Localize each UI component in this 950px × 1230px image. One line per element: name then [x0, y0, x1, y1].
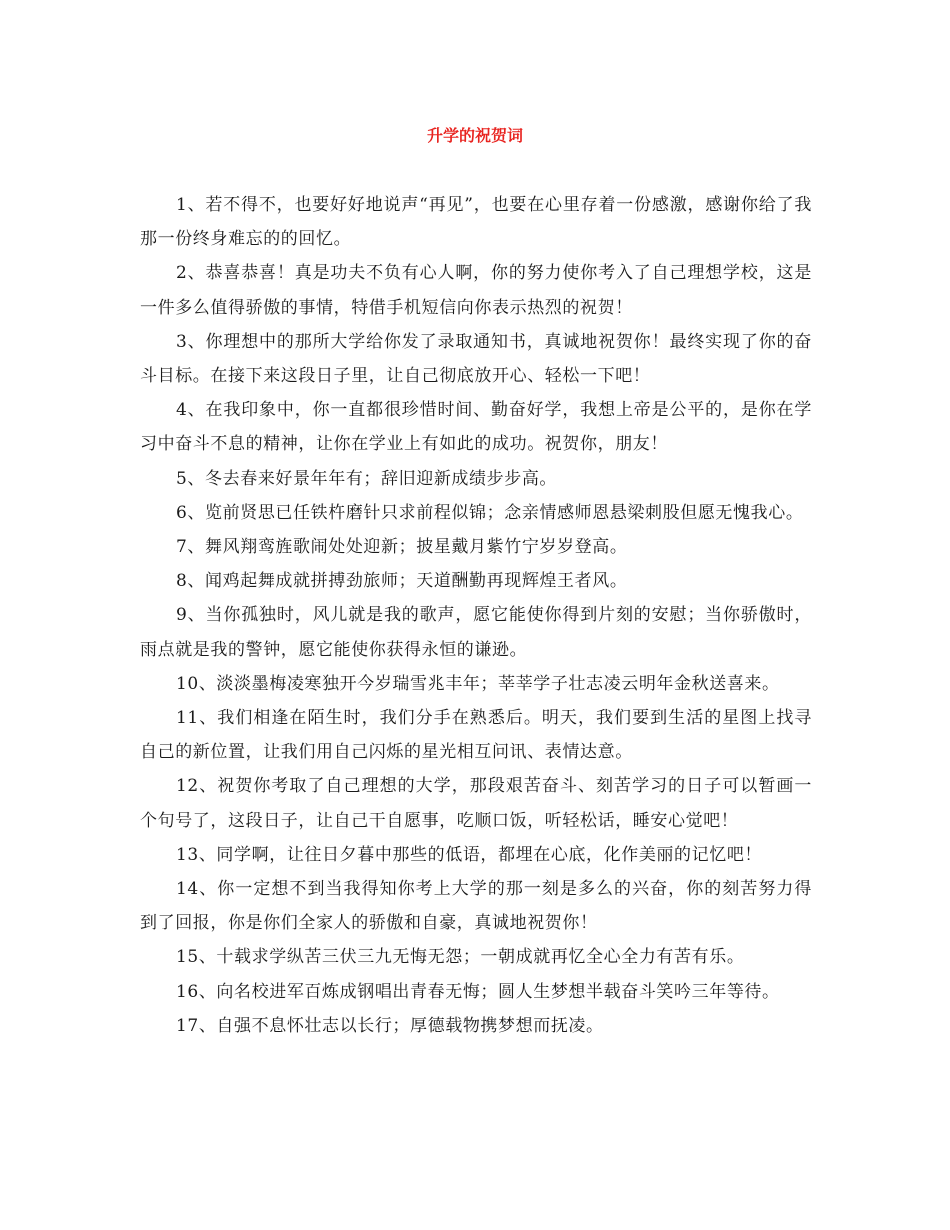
paragraph-14: 14、你一定想不到当我得知你考上大学的那一刻是多么的兴奋，你的刻苦努力得到了回报，你是你们全家人的骄傲和自豪，真诚地祝贺你！	[140, 879, 812, 934]
paragraph-16: 16、向名校进军百炼成钢唱出青春无悔；圆人生梦想半载奋斗笑吟三年等待。	[176, 981, 780, 1002]
paragraph-5: 5、冬去春来好景年年有；辞旧迎新成绩步步高。	[176, 468, 558, 489]
paragraph-10: 10、淡淡墨梅凌寒独开今岁瑞雪兆丰年；莘莘学子壮志凌云明年金秋送喜来。	[176, 673, 780, 694]
paragraph-15: 15、十载求学纵苦三伏三九无悔无怨；一朝成就再忆全心全力有苦有乐。	[176, 947, 745, 968]
paragraph-17: 17、自强不息怀壮志以长行；厚德载物携梦想而抚凌。	[176, 1015, 604, 1036]
paragraph-3: 3、你理想中的那所大学给你发了录取通知书，真诚地祝贺你！最终实现了你的奋斗目标。在接下来这段日子里，让自己彻底放开心、轻松一下吧！	[140, 331, 812, 387]
document-title: 升学的祝贺词	[426, 126, 523, 145]
document-body	[140, 188, 812, 1043]
paragraph-1: 1、若不得不，也要好好地说声“再见”，也要在心里存着一份感激，感谢你给了我那一份终身难忘的的回忆。	[140, 195, 812, 250]
paragraph-13: 13、同学啊，让往日夕暮中那些的低语，都埋在心底，化作美丽的记忆吧！	[176, 844, 763, 865]
paragraph-9: 9、当你孤独时，风儿就是我的歌声，愿它能使你得到片刻的安慰；当你骄傲时，雨点就是我的警钟，愿它能使你获得永恒的谦逊。	[140, 605, 812, 660]
paragraph-6: 6、览前贤思已任铁杵磨针只求前程似锦；念亲情感师恩悬梁刺股但愿无愧我心。	[176, 502, 804, 523]
paragraph-12: 12、祝贺你考取了自己理想的大学，那段艰苦奋斗、刻苦学习的日子可以暂画一个句号了，这段日子，让自己干自愿事，吃顺口饭，听轻松话，睡安心觉吧！	[140, 776, 812, 831]
paragraph-7: 7、舞风翔鸾旌歌闹处处迎新；披星戴月紫竹宁岁岁登高。	[176, 537, 628, 558]
paragraph-8: 8、闻鸡起舞成就拼搏劲旅师；天道酬勤再现辉煌王者风。	[176, 571, 628, 592]
paragraph-2: 2、恭喜恭喜！真是功夫不负有心人啊，你的努力使你考入了自己理想学校，这是一件多么值得骄傲的事情，特借手机短信向你表示热烈的祝贺！	[140, 263, 812, 318]
paragraph-11: 11、我们相逢在陌生时，我们分手在熟悉后。明天，我们要到生活的星图上找寻自己的新位置，让我们用自己闪烁的星光相互问讯、表情达意。	[140, 708, 812, 763]
paragraph-4: 4、在我印象中，你一直都很珍惜时间、勤奋好学，我想上帝是公平的，是你在学习中奋斗不息的精神，让你在学业上有如此的成功。祝贺你，朋友！	[140, 400, 812, 455]
